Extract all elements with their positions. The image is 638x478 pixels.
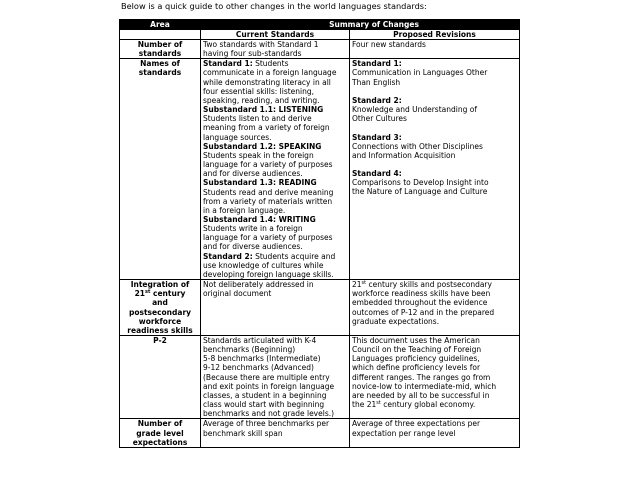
current-text-line: and for diverse audiences. [203, 169, 303, 179]
current-text-line: benchmark skill span [203, 428, 283, 438]
area-cell [120, 336, 201, 419]
current-text-line: language for a variety of purposes [203, 160, 333, 170]
proposed-text-line: Connections with Other Disciplines [352, 141, 483, 151]
proposed-cell [350, 336, 520, 419]
proposed-text-line: Four new standards [352, 40, 426, 49]
current-standards-header: Current Standards [201, 30, 350, 40]
current-text-line: class would start with beginning [203, 400, 325, 410]
current-text-line: speaking, reading, and writing. [203, 95, 320, 105]
proposed-text-line [352, 123, 517, 132]
proposed-text-line: Other Cultures [352, 114, 407, 124]
current-text-line: developing foreign language skills. [203, 269, 334, 279]
area-label-line: readiness skills [127, 325, 193, 335]
proposed-text-line: 21st century skills and postsecondary [352, 280, 492, 290]
proposed-text-line: Comparisons to Develop Insight into [352, 178, 489, 188]
area-label-line: standards [138, 68, 182, 78]
standard-label: Substandard 1.2: SPEAKING [203, 141, 322, 151]
standard-label: Substandard 1.4: WRITING [203, 214, 316, 224]
proposed-text-line: outcomes of P-12 and in the prepared [352, 307, 495, 317]
proposed-text-line: Languages proficiency guidelines, [352, 354, 480, 364]
area-cell [120, 40, 201, 59]
current-cell [201, 419, 350, 447]
proposed-text-line: embedded throughout the evidence [352, 298, 488, 308]
subheader-row [120, 30, 520, 40]
proposed-text-line [352, 87, 517, 96]
current-text-line: while demonstrating literacy in all [203, 77, 331, 87]
current-text-line: language sources. [203, 132, 272, 142]
current-cell [201, 280, 350, 336]
current-text-line [203, 178, 347, 187]
area-label-line: and [152, 298, 168, 308]
current-text-line [203, 215, 347, 224]
area-label-line: Number of [137, 419, 183, 429]
proposed-cell [350, 419, 520, 447]
area-label-line: P-2 [153, 336, 167, 345]
current-text-line: meaning from a variety of foreign [203, 123, 330, 133]
current-cell [201, 40, 350, 59]
proposed-text-line: the Nature of Language and Culture [352, 187, 488, 197]
current-text-line: 9-12 benchmarks (Advanced) [203, 363, 314, 373]
proposed-text-line [352, 133, 517, 142]
area-header: Area [120, 20, 201, 30]
proposed-text-line: workforce readiness skills have been [352, 289, 491, 299]
standard-label: Substandard 1.1: LISTENING [203, 105, 324, 115]
area-cell [120, 419, 201, 447]
standard-label: Standard 1: [352, 59, 402, 69]
proposed-text-line [352, 169, 517, 178]
table-row [120, 280, 520, 336]
current-text-line: and exit points in foreign language [203, 381, 335, 391]
intro-text: Below is a quick guide to other changes in the world languages standards: [121, 1, 427, 11]
current-text-line: four essential skills: listening, [203, 86, 315, 96]
area-label-line: grade level [136, 428, 184, 438]
current-text-line: language for a variety of purposes [203, 233, 333, 243]
standard-label: Standard 1: [203, 59, 253, 69]
proposed-text-line [352, 160, 517, 169]
header-row [120, 20, 520, 30]
current-text-line: Students write in a foreign [203, 224, 303, 234]
current-text-line: Standards articulated with K-4 [203, 336, 317, 345]
current-text-line: use knowledge of cultures while [203, 260, 324, 270]
current-text-line: (Because there are multiple entry [203, 372, 330, 382]
proposed-text-line: different ranges. The ranges go from [352, 372, 491, 382]
area-label-line: postsecondary [128, 307, 192, 317]
area-label-line: Names of [140, 59, 180, 69]
table-row [120, 336, 520, 419]
proposed-text-line: which define proficiency levels for [352, 363, 481, 373]
current-text-line [203, 142, 347, 151]
proposed-cell [350, 40, 520, 59]
area-cell [120, 280, 201, 336]
proposed-cell [350, 59, 520, 280]
current-text-line: from a variety of materials written [203, 196, 333, 206]
current-text-line: and for diverse audiences. [203, 242, 303, 252]
standard-label: Standard 2: [352, 95, 402, 105]
current-text-line: benchmarks and not grade levels.) [203, 409, 335, 419]
current-text-line: Average of three benchmarks per [203, 419, 330, 429]
current-text-line: Standard 1: Students [203, 59, 289, 69]
current-text-line: Students read and derive meaning [203, 187, 334, 197]
proposed-text-line: expectation per range level [352, 428, 456, 438]
table-row [120, 419, 520, 447]
proposed-text-line: novice-low to intermediate-mid, which [352, 381, 497, 391]
proposed-text-line: Knowledge and Understanding of [352, 105, 477, 115]
current-text-line [203, 105, 347, 114]
current-cell [201, 336, 350, 419]
standard-label: Standard 3: [352, 132, 402, 142]
proposed-text-line [352, 96, 517, 105]
current-text-line: Not deliberately addressed in [203, 280, 314, 290]
current-text-line: 5-8 benchmarks (Intermediate) [203, 354, 321, 364]
current-text-line: Two standards with Standard 1 [203, 40, 319, 49]
current-text-line: original document [203, 289, 272, 299]
area-label-line: 21st century [134, 289, 186, 299]
proposed-cell [350, 280, 520, 336]
proposed-text-line: the 21st century global economy. [352, 400, 476, 410]
summary-header: Summary of Changes [201, 20, 520, 30]
proposed-text-line: graduate expectations. [352, 316, 440, 326]
area-label-line: workforce [138, 316, 182, 326]
current-text-line: communicate in a foreign language [203, 68, 337, 78]
standard-label: Substandard 1.3: READING [203, 178, 317, 188]
area-label-line: Integration of [130, 280, 190, 290]
proposed-text-line: Council on the Teaching of Foreign [352, 345, 482, 355]
table-row [120, 40, 520, 59]
area-label-line: Number of [137, 40, 183, 49]
proposed-text-line: Than English [352, 77, 401, 87]
current-text-line: in a foreign language. [203, 205, 286, 215]
standard-label: Standard 4: [352, 169, 402, 179]
current-text-line: Standard 2: Students acquire and [203, 251, 336, 261]
proposed-revisions-header: Proposed Revisions [350, 30, 520, 40]
proposed-text-line: and Information Acquisition [352, 150, 456, 160]
empty-subheader [120, 30, 201, 40]
area-label-line: expectations [132, 437, 188, 447]
current-text-line: Students speak in the foreign [203, 150, 314, 160]
proposed-text-line [352, 59, 517, 68]
proposed-text-line: Communication in Languages Other [352, 68, 488, 78]
proposed-text-line: This document uses the American [352, 336, 480, 345]
proposed-text-line: Average of three expectations per [352, 419, 481, 429]
current-text-line: having four sub-standards [203, 49, 302, 59]
current-text-line: Students listen to and derive [203, 114, 312, 124]
current-text-line: benchmarks (Beginning) [203, 345, 296, 355]
current-cell [201, 59, 350, 280]
table-row [120, 59, 520, 280]
area-cell [120, 59, 201, 280]
proposed-text-line: are needed by all to be successful in [352, 390, 490, 400]
area-label-line: standards [138, 49, 182, 59]
standard-label: Standard 2: [203, 251, 253, 261]
changes-table [119, 19, 520, 448]
current-text-line: classes, a student in a beginning [203, 390, 327, 400]
